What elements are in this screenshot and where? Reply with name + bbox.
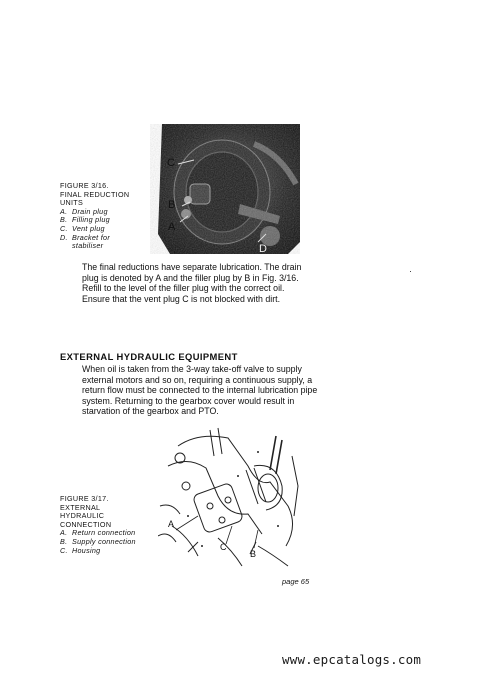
- legend-item-continued: stabiliser: [72, 241, 104, 251]
- lubrication-paragraph: The final reductions have separate lubrication. The drain plug is denoted by A and the filler plug by B in Fig. 3/16. Refill to the level of the filler plug with the correct oil. Ensure that the vent plug C is not blocked with dirt.: [82, 262, 302, 304]
- figure-3-17-caption: [60, 495, 160, 555]
- legend-item: C. Housing: [60, 545, 101, 555]
- hydraulic-paragraph: When oil is taken from the 3-way take-off valve to supply external motors and so on, requiring a continuous supply, a return flow must be connected to the internal lubrication pipe system. Returning to the gearbox cover would result in starvation of the gearbox and PTO.: [82, 364, 318, 417]
- legend-item: C. Vent plug: [60, 223, 105, 233]
- caption-subtitle: UNITS: [60, 198, 84, 208]
- figure-legend: [60, 529, 160, 555]
- caption-title: FIGURE 3/16.: [60, 181, 109, 190]
- section-heading: EXTERNAL HYDRAULIC EQUIPMENT: [60, 351, 238, 362]
- label-c: C: [167, 157, 175, 169]
- figure-3-16-caption: [60, 182, 160, 251]
- footer-url: www.epcatalogs.com: [282, 652, 422, 667]
- hydraulic-connection-drawing: [158, 426, 306, 571]
- label-b: B: [168, 199, 176, 211]
- caption-subtitle: CONNECTION: [60, 519, 112, 529]
- label-d: D: [259, 243, 267, 254]
- final-reduction-photo: [150, 124, 300, 254]
- label-b: B: [250, 549, 257, 559]
- label-a: A: [168, 221, 176, 233]
- page-number: page 65: [282, 577, 310, 586]
- legend-item: A. Drain plug: [60, 206, 108, 216]
- legend-item: B. Supply connection: [60, 536, 136, 546]
- legend-item: D. Bracket for: [60, 232, 111, 242]
- caption-title: FIGURE 3/17.: [60, 494, 109, 503]
- legend-item: B. Filling plug: [60, 215, 110, 225]
- label-c: C: [220, 542, 227, 552]
- legend-item: A. Return connection: [60, 528, 136, 538]
- caption-subtitle: FINAL REDUCTION: [60, 189, 130, 199]
- figure-legend: [60, 208, 160, 251]
- caption-subtitle: EXTERNAL: [60, 502, 101, 512]
- label-a: A: [168, 519, 175, 529]
- caption-subtitle: HYDRAULIC: [60, 511, 105, 521]
- stray-mark: [410, 271, 411, 272]
